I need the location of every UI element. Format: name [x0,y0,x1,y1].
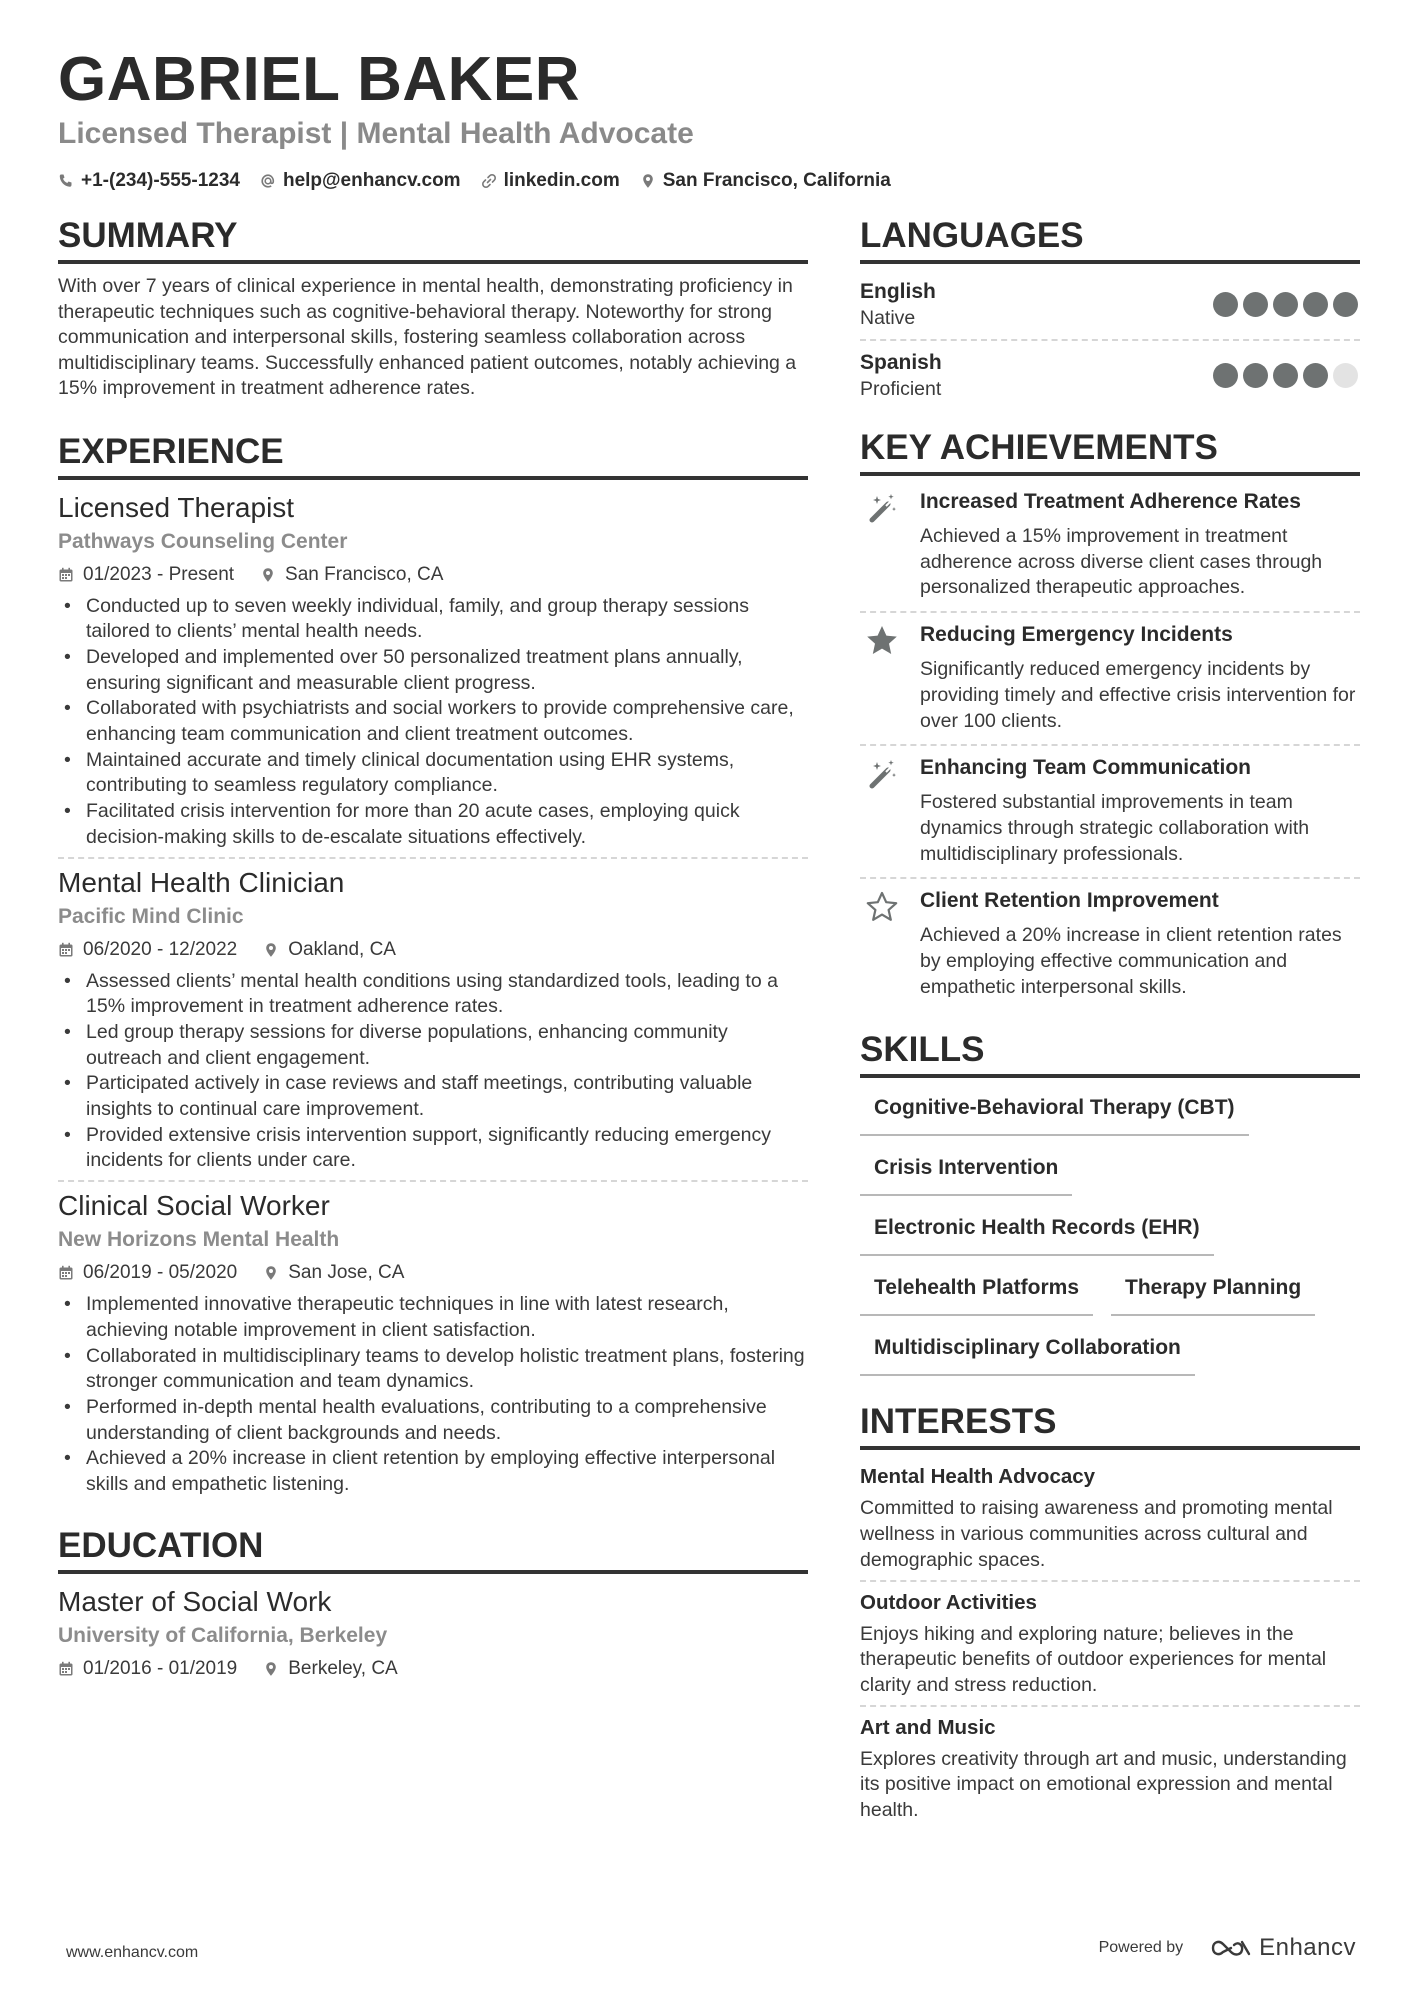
achievement-desc: Achieved a 15% improvement in treatment adherence across diverse client cases through personalized therapeutic approaches. [920,525,1323,599]
magic-wand-icon [864,490,900,526]
left-column [58,216,808,1688]
achievement-item [860,480,1360,611]
footer-branding [1099,1934,1356,1962]
job-title: Mental Health Clinician [58,866,345,898]
enhancv-logo[interactable] [1209,1934,1356,1962]
interests-section [860,1402,1360,1829]
interest-desc: Enjoys hiking and exploring nature; believes in the therapeutic benefits of outdoor experiences for mental clarity and stress reduction. [860,1622,1327,1696]
interests-heading: INTERESTS [860,1402,1360,1450]
location-pin-icon [263,942,279,958]
contact-linkedin[interactable] [481,168,620,194]
location-pin-icon [263,1265,279,1281]
at-icon [260,173,276,189]
language-name: English [860,280,936,303]
bullet-item: • Collaborated with psychiatrists and social workers to provide comprehensive care, enhancing team communication and client treatment outcomes. [58,696,808,747]
phone-icon [58,173,74,189]
location-pin-icon [260,567,276,583]
contact-phone[interactable] [58,168,240,194]
star-outline-icon [864,889,900,925]
language-rating [1213,292,1358,317]
location-text: San Francisco, California [662,170,891,191]
skill-tag: Therapy Planning [1111,1268,1315,1316]
rating-dot-filled [1213,292,1238,317]
job-dates [58,562,234,588]
phone-text: +1-(234)-555-1234 [81,170,240,191]
interest-item [860,1705,1360,1830]
education-location-text: Berkeley, CA [288,1657,398,1679]
bullet-item: • Collaborated in multidisciplinary teams to develop holistic treatment plans, fostering stronger communication and team dynamics. [58,1344,808,1395]
job-entry [58,857,808,1181]
location-pin-icon [263,1661,279,1677]
rating-dot-filled [1333,292,1358,317]
right-column [860,216,1360,1830]
education-entry [58,1584,808,1688]
education-section [58,1526,808,1688]
languages-heading: LANGUAGES [860,216,1360,264]
powered-by-text: Powered by [1098,1939,1184,1956]
rating-dot-filled [1273,292,1298,317]
rating-dot-filled [1273,363,1298,388]
summary-section [58,216,808,402]
achievement-desc: Fostered substantial improvements in team dynamics through strategic collaboration with multidisciplinary professionals. [920,791,1310,865]
job-location [260,562,443,588]
bullet-item: • Maintained accurate and timely clinical documentation using EHR systems, contributing to seamless regulatory compliance. [58,748,808,799]
achievement-title: Enhancing Team Communication [920,756,1251,780]
languages-section [860,216,1360,410]
job-dates-text: 01/2023 - Present [83,563,235,585]
job-location-text: Oakland, CA [288,938,396,960]
achievements-heading: KEY ACHIEVEMENTS [860,428,1360,476]
education-heading: EDUCATION [58,1526,808,1574]
interest-title: Art and Music [860,1715,996,1739]
job-meta [58,937,808,963]
contact-bar [58,168,891,194]
interest-desc: Explores creativity through art and music, understanding its positive impact on emotional expression and mental health. [860,1747,1347,1822]
experience-section [58,432,808,1504]
summary-heading: SUMMARY [58,216,808,264]
achievement-item [860,877,1360,1010]
contact-location [640,168,891,194]
achievement-desc: Achieved a 20% increase in client retention rates by employing effective communication and empathetic interpersonal skills. [920,924,1342,998]
location-pin-icon [640,173,656,189]
achievement-item [860,744,1360,877]
achievement-item [860,611,1360,744]
job-title: Clinical Social Worker [58,1190,330,1222]
interest-title: Mental Health Advocacy [860,1465,1096,1489]
job-location-text: San Francisco, CA [285,563,444,585]
rating-dot-filled [1243,363,1268,388]
job-bullets [58,594,808,851]
skill-tag: Electronic Health Records (EHR) [860,1208,1214,1256]
candidate-name: GABRIEL BAKER [58,45,581,114]
job-location-text: San Jose, CA [288,1262,405,1284]
interest-item [860,1580,1360,1705]
infinity-logo-icon [1209,1936,1253,1960]
education-location [263,1656,397,1682]
experience-heading: EXPERIENCE [58,432,808,480]
contact-email[interactable] [260,168,461,194]
skills-section [860,1030,1360,1376]
bullet-item: • Participated actively in case reviews and staff meetings, contributing valuable insights to continual care improvement. [58,1071,808,1122]
brand-name: Enhancv [1259,1934,1356,1961]
language-item [860,274,1360,339]
email-text: help@enhancv.com [282,170,461,191]
job-meta [58,1260,808,1286]
interest-title: Outdoor Activities [860,1590,1037,1614]
achievement-title: Increased Treatment Adherence Rates [920,490,1301,513]
magic-wand-icon [864,756,900,792]
skill-tag: Telehealth Platforms [860,1268,1093,1316]
skill-tag: Crisis Intervention [860,1148,1072,1196]
job-dates-text: 06/2019 - 05/2020 [83,1262,238,1284]
rating-dot-filled [1213,363,1238,388]
calendar-icon [58,942,74,958]
rating-dot-filled [1243,292,1268,317]
headline: Licensed Therapist | Mental Health Advocate [58,117,694,150]
job-dates [58,937,237,963]
footer-website[interactable]: www.enhancv.com [66,1944,199,1961]
job-company: Pacific Mind Clinic [58,904,244,928]
rating-dot-empty [1333,363,1358,388]
bullet-item: • Performed in-depth mental health evaluations, contributing to a comprehensive understanding of client backgrounds and needs. [58,1395,808,1446]
job-dates [58,1260,237,1286]
job-bullets [58,969,808,1175]
education-dates [58,1656,237,1682]
bullet-item: • Assessed clients’ mental health conditions using standardized tools, leading to a 15% improvement in treatment adherence rates. [58,969,808,1020]
rating-dot-filled [1303,363,1328,388]
language-rating [1213,363,1358,388]
job-bullets [58,1292,808,1498]
language-item [860,339,1360,410]
bullet-item: • Achieved a 20% increase in client retention by employing effective interpersonal skills and empathetic listening. [58,1446,808,1497]
calendar-icon [58,567,74,583]
interest-desc: Committed to raising awareness and promoting mental wellness in various communities across cultural and demographic spaces. [860,1497,1333,1571]
link-icon [481,173,497,189]
interest-item [860,1460,1360,1579]
bullet-item: • Developed and implemented over 50 personalized treatment plans annually, ensuring significant and measurable client progress. [58,645,808,696]
job-entry [58,1180,808,1504]
bullet-item: • Implemented innovative therapeutic techniques in line with latest research, achieving notable improvement in client satisfaction. [58,1292,808,1343]
skill-tag: Cognitive-Behavioral Therapy (CBT) [860,1088,1249,1136]
achievement-title: Reducing Emergency Incidents [920,623,1233,647]
bullet-item: • Facilitated crisis intervention for more than 20 acute cases, employing quick decision-making skills to de-escalate situations effectively. [58,799,808,850]
skills-list [860,1088,1360,1376]
education-dates-text: 01/2016 - 01/2019 [83,1657,238,1679]
skills-heading: SKILLS [860,1030,1360,1078]
calendar-icon [58,1661,74,1677]
job-company: Pathways Counseling Center [58,529,348,553]
achievement-desc: Significantly reduced emergency incidents by providing timely and effective crisis intervention for over 100 clients. [920,658,1356,732]
bullet-item: • Provided extensive crisis intervention support, significantly reducing emergency incidents for clients under care. [58,1123,808,1174]
job-entry [58,490,808,857]
school-name: University of California, Berkeley [58,1623,388,1647]
bullet-item: • Led group therapy sessions for diverse populations, enhancing community outreach and client engagement. [58,1020,808,1071]
achievements-section [860,428,1360,1010]
summary-text: With over 7 years of clinical experience in mental health, demonstrating proficiency in therapeutic techniques such as cognitive-behavioral therapy. Noteworthy for strong communication and interpersonal skills, fostering seamless collaboration across multidisciplinary teams. Successfully enhanced patient outcomes, notably achieving a 15% improvement in treatment adherence rates. [58,275,797,399]
job-title: Licensed Therapist [58,491,295,523]
star-filled-icon [864,623,900,659]
language-level: Proficient [860,378,942,400]
skill-tag: Multidisciplinary Collaboration [860,1328,1195,1376]
rating-dot-filled [1303,292,1328,317]
degree-title: Master of Social Work [58,1585,332,1617]
language-name: Spanish [860,351,942,374]
job-dates-text: 06/2020 - 12/2022 [83,938,238,960]
bullet-item: • Conducted up to seven weekly individual, family, and group therapy sessions tailored to clients’ mental health needs. [58,594,808,645]
linkedin-text: linkedin.com [503,170,620,191]
calendar-icon [58,1265,74,1281]
education-meta [58,1656,808,1682]
job-location [263,1260,404,1286]
job-meta [58,562,808,588]
job-company: New Horizons Mental Health [58,1228,340,1252]
language-level: Native [860,307,916,329]
job-location [263,937,396,963]
achievement-title: Client Retention Improvement [920,889,1219,913]
